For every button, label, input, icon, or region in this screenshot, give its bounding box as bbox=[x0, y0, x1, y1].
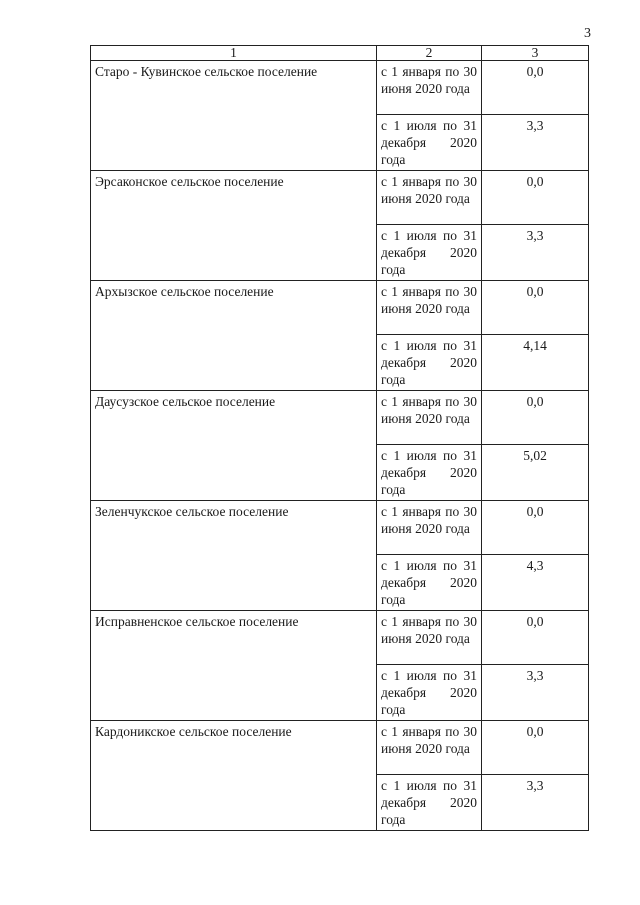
table-row bbox=[91, 721, 589, 775]
rate-value-cell: 0,0 bbox=[482, 501, 589, 555]
rate-value-cell: 0,0 bbox=[482, 61, 589, 115]
rate-value-cell: 3,3 bbox=[482, 665, 589, 721]
period-cell: с 1 января по 30 июня 2020 года bbox=[377, 721, 482, 775]
settlement-name: Архызское сельское поселение bbox=[91, 281, 377, 391]
settlement-name: Кардоникское сельское поселение bbox=[91, 721, 377, 831]
column-header-3: 3 bbox=[482, 46, 589, 61]
table-row bbox=[91, 501, 589, 555]
period-cell: с 1 января по 30 июня 2020 года bbox=[377, 61, 482, 115]
period-cell: с 1 января по 30 июня 2020 года bbox=[377, 501, 482, 555]
rate-value-cell: 0,0 bbox=[482, 281, 589, 335]
rate-value-cell: 0,0 bbox=[482, 721, 589, 775]
period-cell: с 1 июля по 31 декабря 2020 года bbox=[377, 335, 482, 391]
period-cell: с 1 июля по 31 декабря 2020 года bbox=[377, 445, 482, 501]
settlement-name: Старо - Кувинское сельское поселение bbox=[91, 61, 377, 171]
table-row bbox=[91, 281, 589, 335]
table-header-row bbox=[91, 46, 589, 61]
settlement-name: Зеленчукское сельское поселение bbox=[91, 501, 377, 611]
rate-value-cell: 3,3 bbox=[482, 775, 589, 831]
rate-value-cell: 0,0 bbox=[482, 611, 589, 665]
period-cell: с 1 июля по 31 декабря 2020 года bbox=[377, 555, 482, 611]
table-row bbox=[91, 171, 589, 225]
rate-value-cell: 4,3 bbox=[482, 555, 589, 611]
rate-value-cell: 5,02 bbox=[482, 445, 589, 501]
period-cell: с 1 января по 30 июня 2020 года bbox=[377, 611, 482, 665]
table-row bbox=[91, 611, 589, 665]
period-cell: с 1 июля по 31 декабря 2020 года bbox=[377, 775, 482, 831]
period-cell: с 1 июля по 31 декабря 2020 года bbox=[377, 225, 482, 281]
settlement-name: Даусузское сельское поселение bbox=[91, 391, 377, 501]
period-cell: с 1 января по 30 июня 2020 года bbox=[377, 391, 482, 445]
table-body bbox=[91, 61, 589, 831]
rate-value-cell: 0,0 bbox=[482, 171, 589, 225]
page-number: 3 bbox=[584, 26, 591, 41]
period-cell: с 1 января по 30 июня 2020 года bbox=[377, 171, 482, 225]
settlement-rates-table bbox=[90, 45, 589, 831]
rate-value-cell: 3,3 bbox=[482, 115, 589, 171]
period-cell: с 1 января по 30 июня 2020 года bbox=[377, 281, 482, 335]
settlement-name: Эрсаконское сельское поселение bbox=[91, 171, 377, 281]
rate-value-cell: 4,14 bbox=[482, 335, 589, 391]
rate-value-cell: 0,0 bbox=[482, 391, 589, 445]
column-header-2: 2 bbox=[377, 46, 482, 61]
column-header-1: 1 bbox=[91, 46, 377, 61]
period-cell: с 1 июля по 31 декабря 2020 года bbox=[377, 665, 482, 721]
settlement-name: Исправненское сельское поселение bbox=[91, 611, 377, 721]
table-row bbox=[91, 391, 589, 445]
table-row bbox=[91, 61, 589, 115]
rate-value-cell: 3,3 bbox=[482, 225, 589, 281]
period-cell: с 1 июля по 31 декабря 2020 года bbox=[377, 115, 482, 171]
